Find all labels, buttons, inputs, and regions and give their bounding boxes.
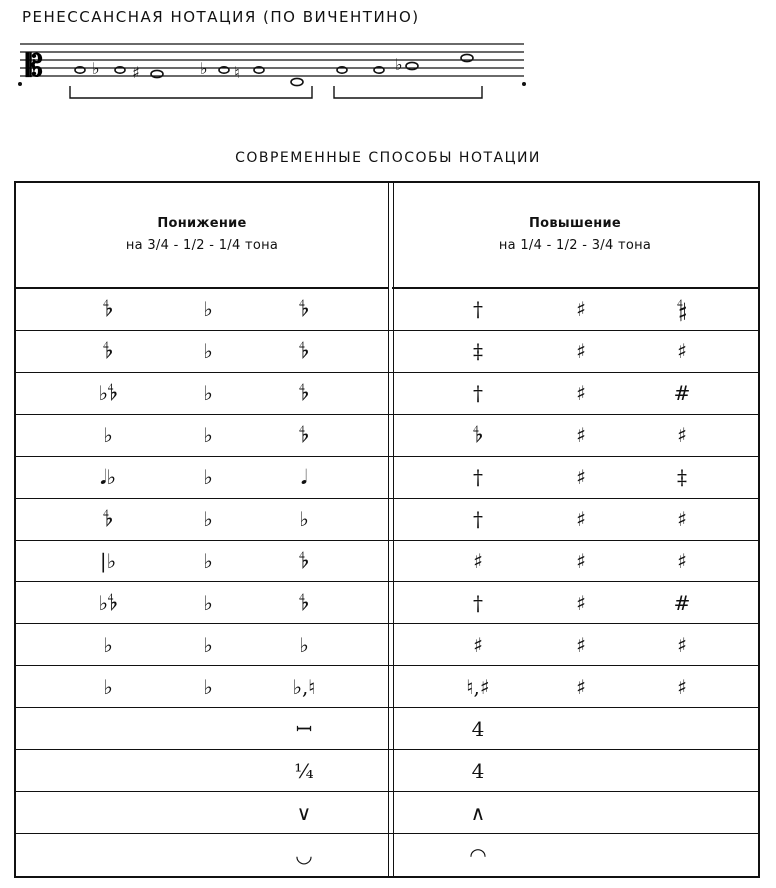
lowering-symbol-3: ¼ xyxy=(294,758,314,783)
table-row xyxy=(16,541,758,583)
lowering-symbol-1: 𝄳 xyxy=(103,507,113,532)
lowering-symbol-2 xyxy=(178,792,238,833)
raising-symbol-1: ♮,♯ xyxy=(466,674,490,699)
raising-symbol-1: † xyxy=(473,297,483,322)
raising-symbol-1: ◠ xyxy=(469,843,487,868)
raising-symbol-3: ♯ xyxy=(677,339,687,364)
table-row xyxy=(16,583,758,625)
lowering-symbol-2: ♭ xyxy=(203,423,213,448)
lowering-symbol-3: 𝄳 xyxy=(299,590,309,615)
raising-symbol-2 xyxy=(551,834,611,876)
table-row xyxy=(16,289,758,331)
header-lowering-title: Понижение xyxy=(157,216,247,231)
raising-symbol-3: ♯ xyxy=(677,507,687,532)
svg-text:♭: ♭ xyxy=(92,59,100,78)
raising-symbol-1: ♯ xyxy=(473,549,483,574)
raising-symbol-3: 𝄲 xyxy=(677,297,687,322)
raising-symbol-3: ♯ xyxy=(677,423,687,448)
lowering-symbol-3: ꟷ xyxy=(295,717,313,742)
raising-symbol-1: ‡ xyxy=(473,339,483,364)
header-lowering xyxy=(16,183,388,289)
lowering-symbol-1: 𝄳 xyxy=(103,297,113,322)
lowering-symbol-1: ♭𝄳 xyxy=(98,590,118,615)
raising-symbol-1: 4 xyxy=(471,716,485,741)
raising-symbol-1: ♯ xyxy=(473,632,483,657)
lowering-symbol-1: 𝅘𝅥♭ xyxy=(100,465,116,490)
lowering-symbol-2: ♭ xyxy=(203,297,213,322)
table-row xyxy=(16,624,758,666)
raising-symbol-1: † xyxy=(473,590,483,615)
raising-symbol-1: 𝄳 xyxy=(473,423,483,448)
lowering-symbol-3: 𝄳 xyxy=(299,339,309,364)
lowering-symbol-1: 𝄳 xyxy=(103,339,113,364)
lowering-symbol-2: ♭ xyxy=(203,339,213,364)
table-row xyxy=(16,750,758,792)
lowering-symbol-2: ♭ xyxy=(203,465,213,490)
raising-symbol-2: ♯ xyxy=(576,632,586,657)
heading-mid: СОВРЕМЕННЫЕ СПОСОБЫ НОТАЦИИ xyxy=(235,150,541,166)
raising-symbol-1: 4 xyxy=(471,758,485,783)
lowering-symbol-1 xyxy=(78,834,138,876)
raising-symbol-2 xyxy=(551,708,611,749)
lowering-symbol-3: 𝅘𝅥 xyxy=(300,465,308,490)
table-row xyxy=(16,457,758,499)
header-lowering-subtitle: на 3/4 - 1/2 - 1/4 тона xyxy=(125,238,279,253)
header-raising-subtitle: на 1/4 - 1/2 - 3/4 тона xyxy=(498,238,652,253)
heading-top: РЕНЕССАНСНАЯ НОТАЦИЯ (ПО ВИЧЕНТИНО) xyxy=(22,8,420,26)
lowering-symbol-2 xyxy=(178,750,238,791)
raising-symbol-3: ♯ xyxy=(677,549,687,574)
lowering-symbol-2: ♭ xyxy=(203,632,213,657)
lowering-symbol-1 xyxy=(78,792,138,833)
lowering-symbol-3: ♭,♮ xyxy=(292,674,316,699)
lowering-symbol-3: 𝄳 xyxy=(299,297,309,322)
lowering-symbol-2: ♭ xyxy=(203,674,213,699)
lowering-symbol-1: ♭ xyxy=(103,632,113,657)
lowering-symbol-2: ♭ xyxy=(203,590,213,615)
raising-symbol-1: ∧ xyxy=(470,800,486,825)
svg-text:♮: ♮ xyxy=(234,63,240,82)
raising-symbol-3 xyxy=(652,792,712,833)
raising-symbol-3 xyxy=(652,708,712,749)
lowering-symbol-3: 𝄳 xyxy=(299,423,309,448)
lowering-symbol-1: ♭ xyxy=(103,423,113,448)
table-row xyxy=(16,792,758,834)
raising-symbol-1: † xyxy=(473,465,483,490)
lowering-symbol-2: ♭ xyxy=(203,549,213,574)
table-row xyxy=(16,708,758,750)
header-raising xyxy=(392,183,758,289)
raising-symbol-3 xyxy=(652,750,712,791)
lowering-symbol-3: ∨ xyxy=(296,800,312,825)
lowering-symbol-1: |♭ xyxy=(99,549,117,574)
raising-symbol-2: ♯ xyxy=(576,590,586,615)
lowering-symbol-3: ◡ xyxy=(295,843,313,868)
raising-symbol-1: † xyxy=(473,507,483,532)
raising-symbol-2: ♯ xyxy=(576,549,586,574)
lowering-symbol-2: ♭ xyxy=(203,381,213,406)
raising-symbol-3 xyxy=(652,834,712,876)
lowering-symbol-3: 𝄳 xyxy=(299,549,309,574)
lowering-symbol-2 xyxy=(178,834,238,876)
table-row xyxy=(16,666,758,708)
raising-symbol-3: ♯ xyxy=(677,632,687,657)
raising-symbol-2: ♯ xyxy=(576,674,586,699)
raising-symbol-2 xyxy=(551,750,611,791)
table-row xyxy=(16,499,758,541)
raising-symbol-2: ♯ xyxy=(576,381,586,406)
raising-symbol-2: ♯ xyxy=(576,507,586,532)
lowering-symbol-1: ♭ xyxy=(103,674,113,699)
lowering-symbol-3: ♭ xyxy=(299,507,309,532)
raising-symbol-2: ♯ xyxy=(576,423,586,448)
lowering-symbol-1: ♭𝄳 xyxy=(98,381,118,406)
svg-text:𝄡: 𝄡 xyxy=(26,49,43,84)
svg-text:♯: ♯ xyxy=(132,63,140,82)
raising-symbol-2: ♯ xyxy=(576,465,586,490)
lowering-symbol-3: 𝄳 xyxy=(299,381,309,406)
raising-symbol-3: # xyxy=(673,381,691,406)
lowering-symbol-3: ♭ xyxy=(299,632,309,657)
header-raising-title: Повышение xyxy=(528,216,622,231)
table-row xyxy=(16,415,758,457)
table-row xyxy=(16,834,758,876)
raising-symbol-2: ♯ xyxy=(576,297,586,322)
lowering-symbol-2 xyxy=(178,708,238,749)
table-row xyxy=(16,373,758,415)
lowering-symbol-2: ♭ xyxy=(203,507,213,532)
lowering-symbol-1 xyxy=(78,708,138,749)
raising-symbol-2 xyxy=(551,792,611,833)
raising-symbol-3: ♯ xyxy=(677,674,687,699)
svg-text:♭: ♭ xyxy=(200,59,208,78)
table-row xyxy=(16,331,758,373)
raising-symbol-3: # xyxy=(673,590,691,615)
raising-symbol-2: ♯ xyxy=(576,339,586,364)
raising-symbol-3: ‡ xyxy=(677,465,687,490)
lowering-symbol-1 xyxy=(78,750,138,791)
notation-table xyxy=(14,181,760,878)
vicentino-staff xyxy=(12,36,532,106)
svg-text:♭: ♭ xyxy=(395,55,403,74)
raising-symbol-1: † xyxy=(473,381,483,406)
